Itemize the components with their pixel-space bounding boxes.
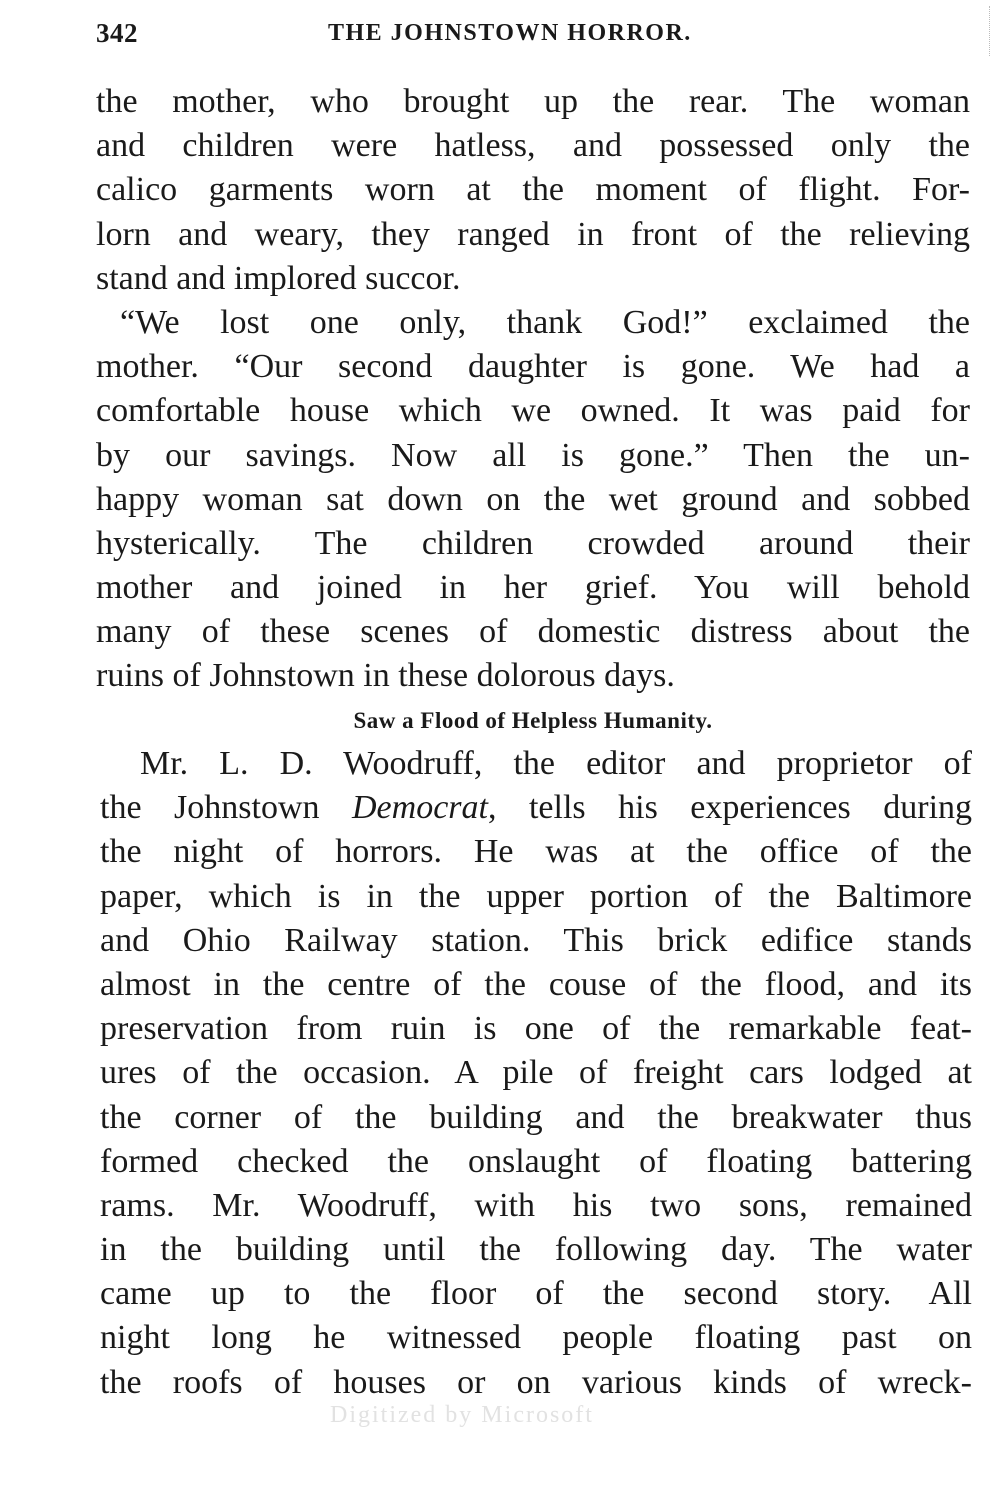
running-head: THE JOHNSTOWN HORROR.: [328, 20, 692, 46]
scan-edge-mark: [989, 6, 996, 56]
text-line: stand and implored succor.: [96, 259, 461, 297]
text-line: rams. Mr. Woodruff, with his two sons, remained: [100, 1186, 972, 1224]
text-line: mother. “Our second daughter is gone. We had a: [96, 348, 970, 386]
text-line: paper, which is in the upper portion of the Baltimore: [100, 877, 972, 915]
text-line: ruins of Johnstown in these dolorous days.: [96, 657, 675, 695]
text-line: and Ohio Railway station. This brick edifice stands: [100, 921, 972, 959]
text-line: night long he witnessed people floating past on: [100, 1319, 972, 1357]
text-line: happy woman sat down on the wet ground and sobbed: [96, 480, 970, 518]
text-line: ures of the occasion. A pile of freight cars lodged at: [100, 1054, 972, 1092]
text-line: preservation from ruin is one of the remarkable feat-: [100, 1010, 972, 1048]
text-line: came up to the floor of the second story. All: [100, 1275, 972, 1313]
body-text-bottom: [100, 742, 972, 1405]
page-number: 342: [96, 18, 138, 48]
text-line: formed checked the onslaught of floating battering: [100, 1142, 972, 1180]
text-line: lorn and weary, they ranged in front of the relieving: [96, 215, 970, 253]
newspaper-title: Democrat: [352, 789, 488, 827]
text-line: by our savings. Now all is gone.” Then the un-: [96, 436, 970, 474]
text-line: almost in the centre of the couse of the flood, and its: [100, 965, 972, 1003]
text-line: and children were hatless, and possessed only the: [96, 127, 970, 165]
text-line: the roofs of houses or on various kinds of wreck-: [100, 1363, 972, 1401]
body-text-top: [96, 80, 970, 743]
text-line: the night of horrors. He was at the office of the: [100, 833, 972, 871]
faint-watermark: Digitized by Microsoft: [330, 1402, 594, 1428]
text-line: calico garments worn at the moment of flight. For-: [96, 171, 970, 209]
text-line: comfortable house which we owned. It was paid for: [96, 392, 970, 430]
text-line: Mr. L. D. Woodruff, the editor and proprietor of: [140, 745, 972, 782]
text-line: the mother, who brought up the rear. The woman: [96, 83, 970, 120]
section-subheading: Saw a Flood of Helpless Humanity.: [353, 707, 713, 733]
text-line: “We lost one only, thank God!” exclaimed the: [120, 303, 970, 341]
page-header: [96, 18, 972, 58]
text-line: the corner of the building and the breakwater thus: [100, 1098, 972, 1136]
text-line: in the building until the following day. The water: [100, 1231, 972, 1269]
text-line: many of these scenes of domestic distress about the: [96, 613, 970, 651]
text-line: hysterically. The children crowded around their: [96, 524, 970, 562]
text-line: the Johnstown Democrat, tells his experiences during: [100, 789, 972, 827]
text-line: mother and joined in her grief. You will behold: [96, 569, 970, 607]
